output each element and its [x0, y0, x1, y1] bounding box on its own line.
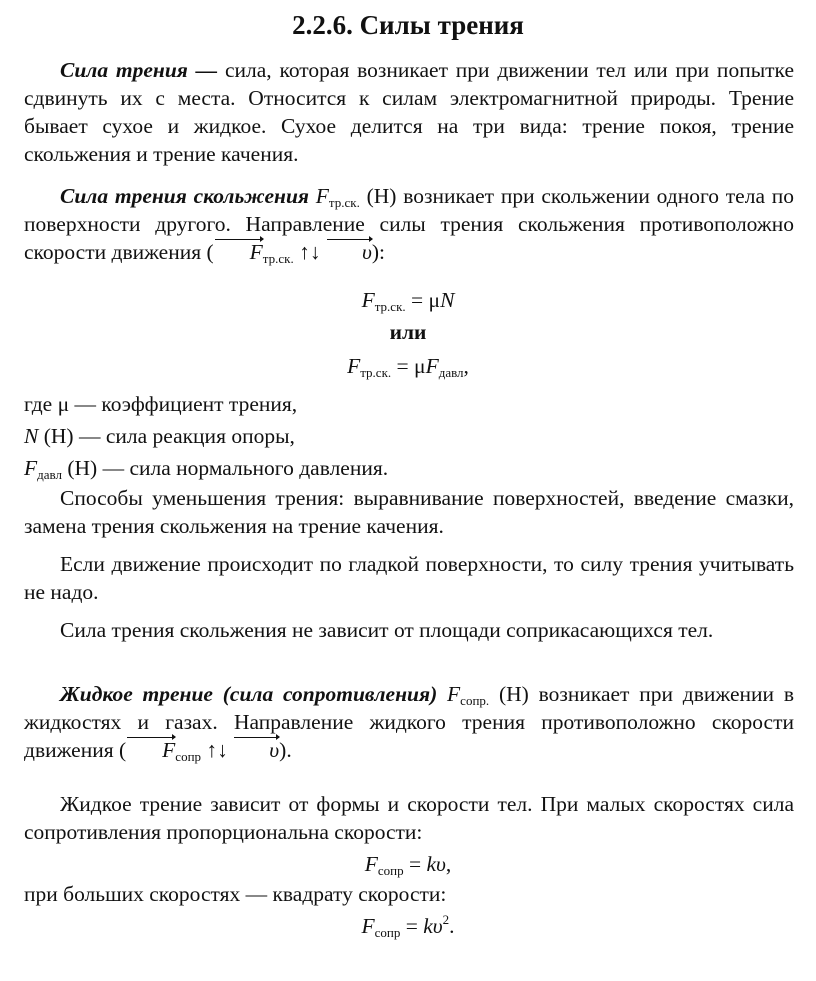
- symbol-subscript: сопр.: [460, 693, 490, 708]
- vector-f-symbol: F: [214, 238, 263, 266]
- vector-v-symbol: υ: [233, 736, 279, 764]
- opposite-arrows: ↑↓: [299, 240, 321, 264]
- close-paren: ):: [371, 240, 385, 264]
- term-friction-force: Сила трения —: [60, 58, 218, 82]
- paragraph-text: (Н) возникает при скольжении одного тела по поверхности другого. Направление силы трения скольжения противоположно скорости движения (: [24, 184, 795, 264]
- where-n-line: N (Н) — сила реакция опоры,: [24, 424, 295, 448]
- paragraph-text: (Н) возникает при движении в жидкостях и газах. Направление жидкого трения противоположно скорости движения (: [24, 682, 794, 762]
- or-separator: или: [389, 320, 427, 344]
- vector-subscript: тр.ск.: [262, 251, 294, 266]
- section-title: 2.2.6. Силы трения: [292, 10, 524, 40]
- symbol-subscript: тр.ск.: [328, 195, 360, 210]
- symbol-f: F: [315, 184, 329, 208]
- formula-resistance-quadratic: $F_{сопр} = k\upsilon^2$.: [361, 912, 455, 940]
- term-fluid-friction: Жидкое трение (сила сопротивления): [60, 682, 438, 706]
- paragraph-high-speed: при больших скоростях — квадрату скорости:: [24, 882, 447, 906]
- paragraph-friction-reduction: Способы уменьшения трения: выравнивание поверхностей, введение смазки, замена трения скольжения на трение качения.: [24, 486, 794, 538]
- formula-sliding-friction-mu-n: $F_{тр.ск.} = \mu N$: [361, 288, 455, 314]
- where-f-pressure-line: $F_{давл}$ (Н) — сила нормального давления.: [24, 456, 389, 482]
- formula-resistance-linear: $F_{сопр} = k\upsilon$,: [364, 852, 452, 878]
- paragraph-fluid-friction: [24, 680, 794, 764]
- paragraph-smooth-surface: Если движение происходит по гладкой поверхности, то силу трения учитывать не надо.: [24, 552, 794, 604]
- symbol-f: F: [447, 682, 461, 706]
- paragraph-friction-definition: [24, 56, 794, 168]
- vector-v-symbol: υ: [326, 238, 372, 266]
- close-paren: ).: [279, 738, 292, 762]
- term-sliding-friction: Сила трения скольжения: [60, 184, 309, 208]
- where-mu-line: где μ — коэффициент трения,: [24, 392, 298, 416]
- formula-sliding-friction-pressure: $F_{тр.ск.} = \mu F_{давл}$,: [347, 354, 469, 380]
- paragraph-sliding-friction: [24, 182, 794, 266]
- vector-subscript: сопр: [175, 749, 202, 764]
- vector-f-symbol: F: [126, 736, 175, 764]
- paragraph-text: сила, которая возникает при движении тел или при попытке сдвинуть их с места. Относится к силам электромагнитной природы. Трение бывает сухое и жидкое. Сухое делится на три вида: трение покоя, трение скольжения и трение качения.: [24, 58, 794, 166]
- paragraph-contact-area: Сила трения скольжения не зависит от площади соприкасающихся тел.: [60, 618, 714, 642]
- opposite-arrows: ↑↓: [206, 738, 228, 762]
- paragraph-fluid-friction-speed: Жидкое трение зависит от формы и скорости тел. При малых скоростях сила сопротивления пропорциональна скорости:: [24, 792, 794, 844]
